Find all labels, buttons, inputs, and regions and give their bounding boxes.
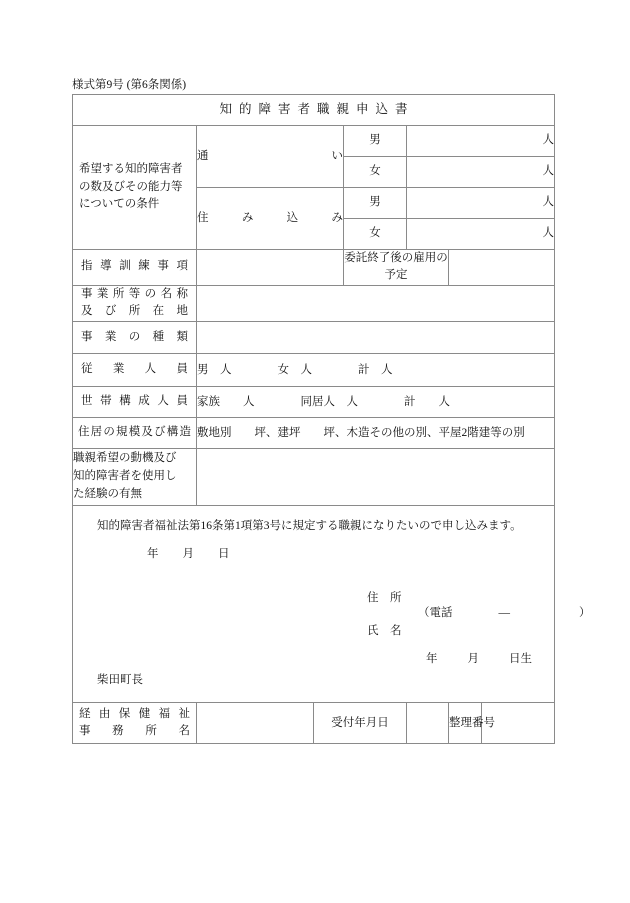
statement-row	[73, 506, 555, 703]
wish-count-live-in-male[interactable]: 人	[407, 188, 555, 219]
wish-gender-female-2: 女	[344, 219, 407, 250]
training-label: 指導訓練事項	[81, 260, 188, 273]
applicant-address-label: 住 所	[367, 592, 402, 605]
post-commission-employment-label: 委託終了後の雇用の予定	[344, 250, 449, 286]
business-type-label: 事業の種類	[81, 330, 188, 343]
business-type-label-cell	[73, 322, 197, 354]
wish-row-commute-male	[73, 126, 555, 157]
statement-date-day: 日	[218, 548, 230, 561]
motivation-label-line1: 職親希望の動機及び	[73, 452, 177, 465]
post-commission-employment-value[interactable]	[449, 250, 555, 286]
employees-row	[73, 354, 555, 387]
wish-count-commute-male[interactable]: 人	[407, 126, 555, 157]
wish-count-commute-female[interactable]: 人	[407, 157, 555, 188]
residence-label-cell	[73, 418, 197, 449]
motivation-label-line3: た経験の有無	[73, 488, 142, 501]
household-label: 世帯構成人員	[81, 395, 188, 408]
office-label-line2: 及び所在地	[81, 305, 188, 318]
wish-gender-male-1: 男	[344, 126, 407, 157]
motivation-label-cell	[73, 449, 197, 506]
office-label-line1: 事業所等の名称	[81, 287, 188, 300]
birth-year: 年	[426, 653, 438, 666]
title-row	[73, 95, 555, 126]
wish-label-line3: についての条件	[79, 198, 160, 211]
statement-cell	[73, 506, 591, 703]
applicant-birthdate-line	[426, 651, 532, 668]
addressee-label: 柴田町長	[97, 674, 143, 687]
via-office-label-line1: 経由保健福祉	[79, 707, 190, 720]
residence-label: 住居の規模及び構造	[78, 426, 191, 439]
wish-gender-female-1: 女	[344, 157, 407, 188]
applicant-telephone-label: （電話 ― ）	[418, 607, 591, 620]
form-title-cell	[73, 95, 555, 126]
form-number-label: 様式第9号 (第6条関係)	[72, 79, 187, 91]
birth-month: 月	[467, 653, 479, 666]
mode-commute-label: 通い	[197, 149, 343, 162]
employees-value-cell[interactable]: 男 人 女 人 計 人	[197, 354, 555, 387]
training-value-cell[interactable]	[197, 250, 344, 286]
business-type-row	[73, 322, 555, 354]
form-title: 知的障害者職親申込書	[219, 102, 415, 117]
training-row	[73, 250, 555, 286]
statement-date-month: 月	[182, 548, 194, 561]
business-type-value-cell[interactable]	[197, 322, 555, 354]
mode-live-in-label: 住み込み	[197, 211, 343, 224]
applicant-name-label: 氏 名	[367, 625, 402, 638]
wish-label-line1: 希望する知的障害者	[79, 162, 183, 175]
statement-date-year: 年	[147, 548, 159, 561]
employees-label-cell	[73, 354, 197, 387]
mode-commute-cell	[197, 126, 344, 188]
statement-date-line	[147, 546, 230, 563]
household-label-cell	[73, 387, 197, 418]
residence-value-cell[interactable]: 敷地別 坪、建坪 坪、木造その他の別、平屋2階建等の別	[197, 418, 555, 449]
residence-row	[73, 418, 555, 449]
received-date-label: 受付年月日	[314, 703, 407, 744]
wish-label-line2: の数及びその能力等	[79, 180, 183, 193]
wish-gender-male-2: 男	[344, 188, 407, 219]
footer-row	[73, 703, 555, 744]
office-row	[73, 285, 555, 322]
wish-count-live-in-female[interactable]: 人	[407, 219, 555, 250]
via-office-label-line2: 事務所名	[79, 725, 190, 738]
reference-number-label: 整理番号	[449, 703, 482, 744]
office-label-cell	[73, 285, 197, 322]
office-value-cell[interactable]	[197, 285, 555, 322]
via-office-value-cell[interactable]	[197, 703, 314, 744]
motivation-label-line2: 知的障害者を使用し	[73, 470, 177, 483]
motivation-row	[73, 449, 555, 506]
application-form-table	[72, 94, 591, 744]
received-date-value-cell[interactable]	[407, 703, 449, 744]
mode-live-in-cell	[197, 188, 344, 250]
household-value-cell[interactable]: 家族 人 同居人 人 計 人	[197, 387, 555, 418]
household-row	[73, 387, 555, 418]
training-label-cell	[73, 250, 197, 286]
wish-section-label-cell	[73, 126, 197, 250]
statement-main-text: 知的障害者福祉法第16条第1項第3号に規定する職親になりたいので申し込みます。	[97, 520, 522, 533]
employees-label: 従業人員	[81, 363, 188, 376]
via-office-label-cell	[73, 703, 197, 744]
motivation-value-cell[interactable]	[197, 449, 555, 506]
birth-day: 日生	[509, 653, 532, 666]
